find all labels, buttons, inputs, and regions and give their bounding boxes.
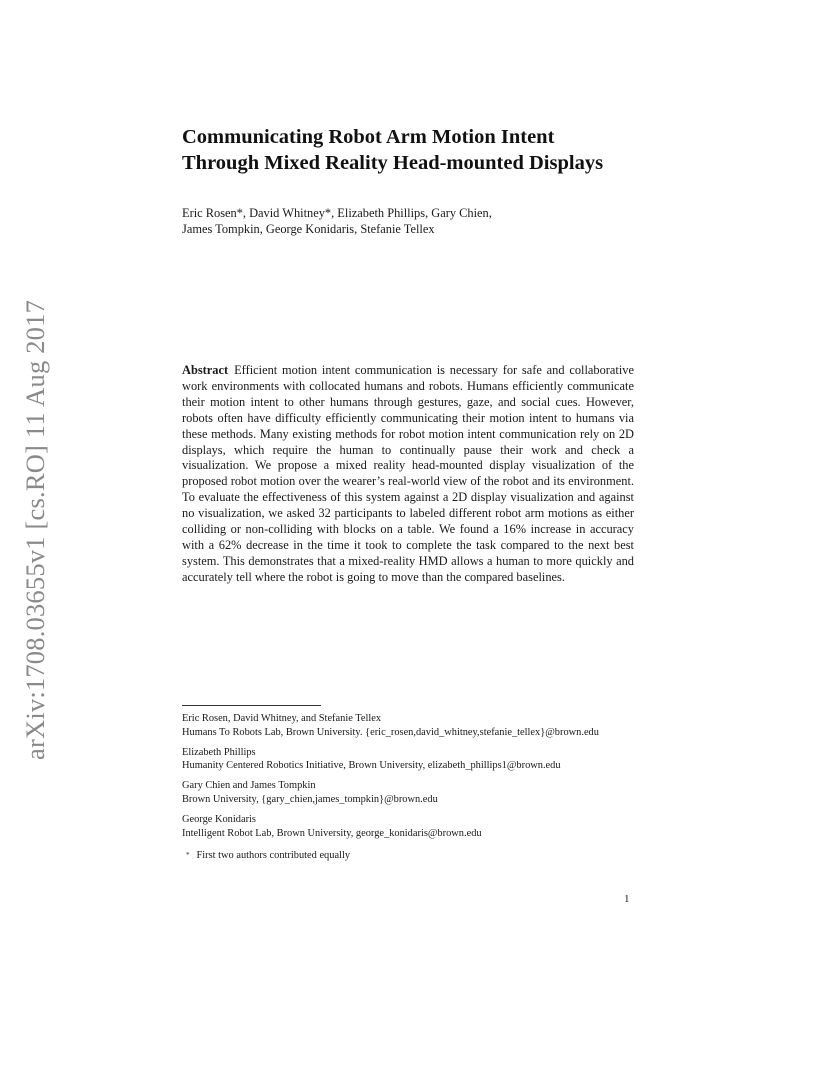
equal-contribution-footnote xyxy=(186,849,350,862)
footnote-divider xyxy=(182,705,321,706)
affiliation-names: Gary Chien and James Tompkin xyxy=(182,780,316,792)
author-line-1: Eric Rosen*, David Whitney*, Elizabeth Phillips, Gary Chien, xyxy=(182,206,492,220)
abstract-label: Abstract xyxy=(182,363,229,377)
paper-title-line-1: Communicating Robot Arm Motion Intent xyxy=(182,126,555,148)
affiliation-names: Eric Rosen, David Whitney, and Stefanie Tellex xyxy=(182,713,382,724)
abstract xyxy=(182,363,634,586)
footnote-marker: * xyxy=(186,851,190,859)
affiliation-names: George Konidaris xyxy=(182,813,256,825)
page-number: 1 xyxy=(624,893,630,905)
affiliation-item xyxy=(182,746,642,774)
arxiv-identifier: arXiv:1708.03655v1 [cs.RO] 11 Aug 2017 xyxy=(20,299,50,760)
affiliation-item xyxy=(182,813,642,841)
affiliation-item xyxy=(182,712,642,740)
affiliation-detail: Humans To Robots Lab, Brown University. {eric_rosen,david_whitney,stefanie_tellex}@brown.edu xyxy=(182,726,599,738)
paper-title xyxy=(182,124,603,176)
footnote-text: First two authors contributed equally xyxy=(196,850,351,861)
affiliation-detail: Humanity Centered Robotics Initiative, Brown University, elizabeth_phillips1@brown.edu xyxy=(182,760,561,772)
affiliation-detail: Intelligent Robot Lab, Brown University, george_konidaris@brown.edu xyxy=(182,827,482,839)
author-list xyxy=(182,205,492,237)
abstract-text: Efficient motion intent communication is necessary for safe and collaborative work environments with collocated humans and robots. Humans efficiently communicate their motion intent to other humans through gestures, gaze, and social cues. However, robots often have difficulty efficiently communicating their motion intent to humans via these methods. Many existing methods for robot motion intent communication rely on 2D displays, which require the human to continually pause their work and check a visualization. We propose a mixed reality head-mounted display visualization of the proposed robot motion over the wearer’s real-world view of the robot and its environment. To evaluate the effectiveness of this system against a 2D display visualization and against no visualization, we asked 32 participants to labeled different robot arm motions as either colliding or non-colliding with blocks on a table. We found a 16% increase in accuracy with a 62% decrease in the time it took to complete the task compared to the next best system. This demonstrates that a mixed-reality HMD allows a human to more quickly and accurately tell where the robot is going to move than the compared baselines. xyxy=(182,363,634,584)
affiliation-names: Elizabeth Phillips xyxy=(182,746,256,758)
affiliation-detail: Brown University, {gary_chien,james_tompkin}@brown.edu xyxy=(182,793,438,805)
paper-title-line-2: Through Mixed Reality Head-mounted Displays xyxy=(182,152,604,174)
affiliation-list xyxy=(182,712,642,846)
author-line-2: James Tompkin, George Konidaris, Stefanie Tellex xyxy=(182,222,435,236)
affiliation-item xyxy=(182,779,642,807)
